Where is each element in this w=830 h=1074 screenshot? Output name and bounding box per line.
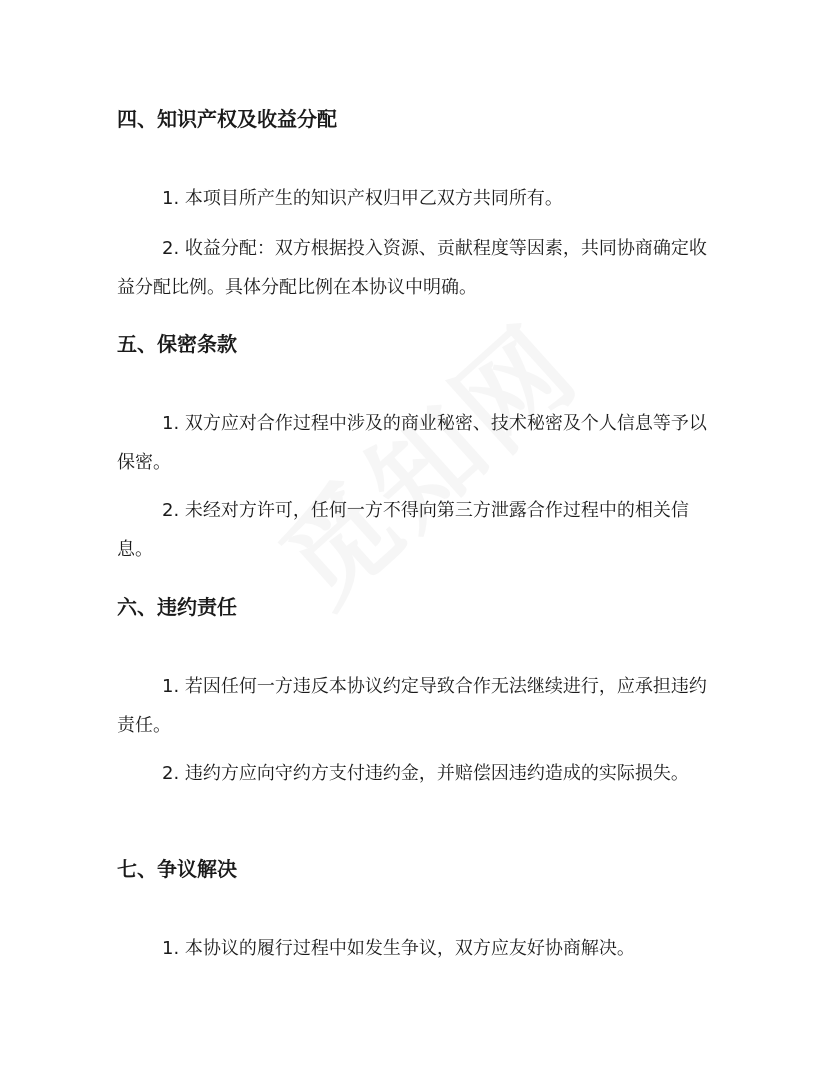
clause-ip-1: 1. 本项目所产生的知识产权归甲乙双方共同所有。 bbox=[162, 188, 563, 209]
clause-confidentiality-1: 1. 双方应对合作过程中涉及的商业秘密、技术秘密及个人信息等予以保密。 bbox=[117, 413, 707, 473]
clause-liability-2: 2. 违约方应向守约方支付违约金，并赔偿因违约造成的实际损失。 bbox=[162, 763, 689, 784]
clause-liability-1: 1. 若因任何一方违反本协议约定导致合作无法继续进行，应承担违约责任。 bbox=[117, 676, 707, 736]
section-heading-dispute: 七、争议解决 bbox=[117, 857, 237, 881]
clause-confidentiality-2: 2. 未经对方许可，任何一方不得向第三方泄露合作过程中的相关信息。 bbox=[117, 500, 689, 560]
section-heading-confidentiality: 五、保密条款 bbox=[117, 332, 237, 356]
clause-dispute-1: 1. 本协议的履行过程中如发生争议，双方应友好协商解决。 bbox=[162, 938, 635, 959]
section-heading-ip: 四、知识产权及收益分配 bbox=[117, 107, 337, 131]
section-heading-liability: 六、违约责任 bbox=[117, 595, 237, 619]
clause-ip-2: 2. 收益分配：双方根据投入资源、贡献程度等因素，共同协商确定收益分配比例。具体分配比例在本协议中明确。 bbox=[117, 238, 707, 298]
